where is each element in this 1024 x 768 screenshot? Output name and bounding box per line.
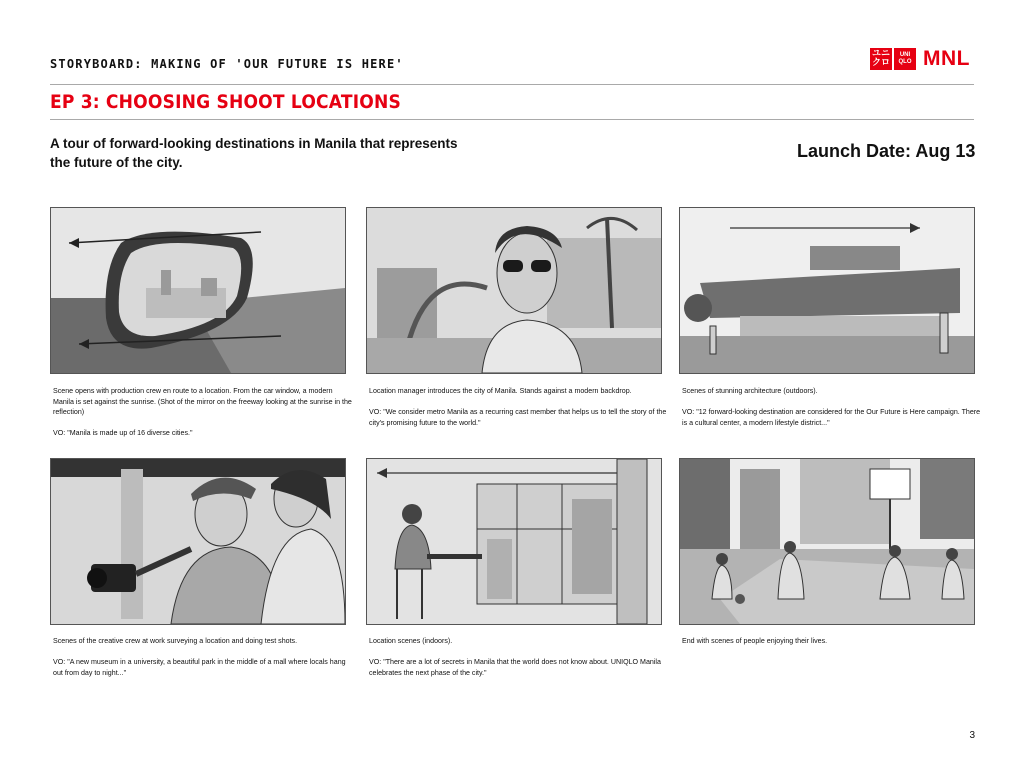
storyboard-panel-2: [366, 207, 662, 374]
location-manager-sketch: [367, 208, 661, 373]
panel-5-caption: Location scenes (indoors). VO: "There are a lot of secrets in Manila that the world does not know about. UNIQLO Manila celebrates the next phase of the city.": [369, 637, 661, 677]
panel-2-caption: Location manager introduces the city of Manila. Stands against a modern backdrop. VO: "We consider metro Manila as a recurring cast member that helps us to tell the story of the city's promising future to the world.": [369, 387, 667, 427]
episode-description: A tour of forward-looking destinations in Manila that represents the future of the city.: [50, 136, 458, 170]
header-rule: [50, 84, 974, 85]
creative-crew-sketch: [51, 459, 345, 624]
storyboard-panel-4: [50, 458, 346, 625]
page-title: EP 3: CHOOSING SHOOT LOCATIONS: [50, 91, 401, 113]
storyboard-panel-5: [366, 458, 662, 625]
storyboard-panel-6: [679, 458, 975, 625]
car-mirror-sketch: [51, 208, 345, 373]
logo-katakana-box: ユニ クロ: [871, 49, 890, 68]
storyboard-label: STORYBOARD: MAKING OF 'OUR FUTURE IS HERE': [50, 57, 404, 71]
launch-date: Launch Date: Aug 13: [797, 141, 976, 161]
storyboard-panel-3: [679, 207, 975, 374]
title-rule: [50, 119, 974, 120]
indoor-location-sketch: [367, 459, 661, 624]
logo-uniqlo-box: UNI QLO: [894, 48, 916, 70]
uniqlo-mnl-logo: [870, 48, 980, 74]
basketball-court-sketch: [680, 459, 974, 624]
panel-6-caption: End with scenes of people enjoying their lives.: [682, 637, 828, 645]
panel-3-caption: Scenes of stunning architecture (outdoors). VO: "12 forward-looking destination are considered for the Our Future is Here campaign. There is a cultural center, a modern lifestyle district...": [682, 387, 981, 427]
page-number: 3: [969, 730, 975, 741]
logo-mnl-text: MNL: [923, 47, 970, 70]
panel-1-caption: Scene opens with production crew en route to a location. From the car window, a modern Manila is set against the sunrise. (Shot of the mirror on the freeway looking at the sunrise in the reflection) VO: "Manila is made up of 16 diverse cities.": [53, 387, 352, 437]
architecture-sketch: [680, 208, 974, 373]
panel-4-caption: Scenes of the creative crew at work surveying a location and doing test shots. VO: "A new museum in a university, a beautiful park in the middle of a mall where locals hang out from day to night...": [53, 637, 346, 677]
storyboard-panel-1: [50, 207, 346, 374]
